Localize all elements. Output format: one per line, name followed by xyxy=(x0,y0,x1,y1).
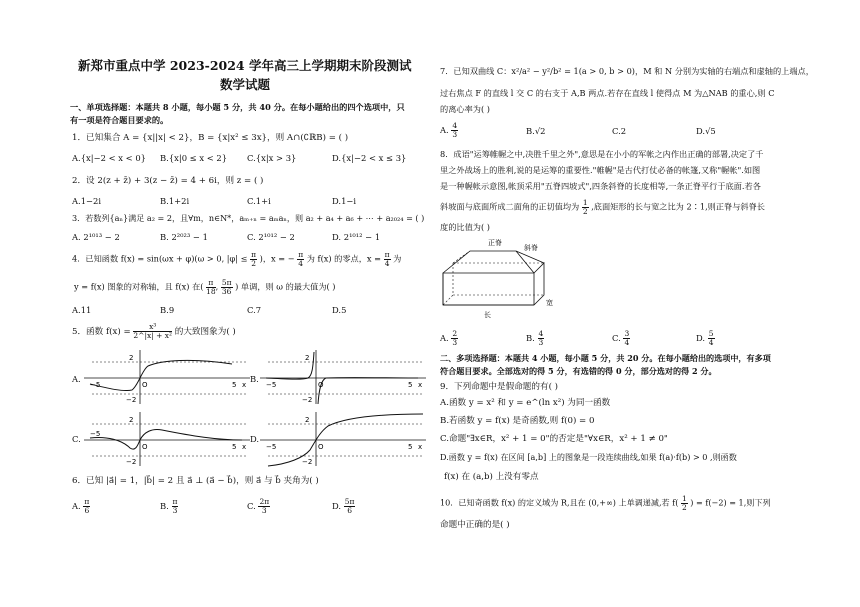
q7-option-a: A. $\frac{4}{3}$ xyxy=(440,121,458,139)
q7-option-b: B.√2 xyxy=(526,126,546,136)
q2-stem: 2．设 2(z + z̄) + 3(z − z̄) = 4 + 6i，则 z = ( ) xyxy=(72,176,264,186)
q4-stem: 4．已知函数 f(x) = sin(ωx + φ)(ω > 0, |φ| ≤ $\frac{\pi}{2}$ )，x = − $\frac{\pi}{4}$ 为 f(x) 的零点，x = $\frac{\pi}{4}$ 为 xyxy=(72,250,402,268)
q7-option-c: C.2 xyxy=(612,126,627,136)
q5-graph-a xyxy=(82,348,252,406)
svg-text:x: x xyxy=(242,381,247,389)
svg-text:5: 5 xyxy=(408,443,413,451)
q8-option-d: D. $\frac{5}{4}$ xyxy=(696,329,714,347)
svg-text:2: 2 xyxy=(305,416,310,424)
q5-graph-b xyxy=(258,348,428,406)
svg-text:−5: −5 xyxy=(90,430,101,438)
svg-text:5: 5 xyxy=(232,381,237,389)
q9-option-a: A.函数 y = x² 和 y = e^(ln x²) 为同一函数 xyxy=(440,398,611,408)
svg-text:−2: −2 xyxy=(126,458,137,466)
svg-text:−5: −5 xyxy=(266,443,277,451)
q3-option-c: C. 2¹⁰¹² − 2 xyxy=(247,232,295,242)
section2-heading-cont: 符合题目要求。全部选对的得 5 分，有选错的得 0 分，部分选对的得 2 分。 xyxy=(440,366,717,376)
tent-label-slant: 斜脊 xyxy=(524,244,538,252)
svg-text:−2: −2 xyxy=(302,396,313,404)
svg-text:−2: −2 xyxy=(302,458,313,466)
q6-stem: 6．已知 |a⃗| = 1，|b⃗| = 2 且 a⃗ ⊥ (a⃗ − b⃗)，则 a⃗ 与 b⃗ 夹角为( ) xyxy=(72,476,319,486)
q4-option-d: D.5 xyxy=(332,305,347,315)
svg-text:x: x xyxy=(418,381,423,389)
q5-label-c: C. xyxy=(72,434,81,444)
svg-text:O: O xyxy=(318,381,324,389)
q7-option-d: D.√5 xyxy=(696,126,716,136)
q3-option-a: A. 2¹⁰¹³ − 2 xyxy=(72,232,120,242)
q4-frac-pi-over-4b: $\frac{\pi}{4}$ xyxy=(384,250,390,268)
q3-option-d: D. 2¹⁰¹² − 1 xyxy=(332,232,381,242)
tent-figure xyxy=(440,233,570,323)
svg-text:−5: −5 xyxy=(266,381,277,389)
q5-label-d: D. xyxy=(250,434,260,444)
q5-fraction: $\frac{\text{x³}}{\text{2\textasciicircum{}|x| + x²}}$ xyxy=(133,322,173,340)
q4-option-a: A.11 xyxy=(72,305,92,315)
svg-text:2: 2 xyxy=(305,354,310,362)
q8-line2: 里之外战场上的胜利,说的是运筹的重要性."帷幄"是古代打仗必备的帐篷,又称"幄帐".如图 xyxy=(440,165,761,175)
q4-frac-pi-over-4: $\frac{\pi}{4}$ xyxy=(298,250,304,268)
q7-line3: 的离心率为( ) xyxy=(440,104,490,114)
q4-line2: y = f(x) 图象的对称轴，且 f(x) 在( $\frac{\pi}{18}$ , $\frac{5\pi}{36}$ ) 单调，则 ω 的最大值为( ) xyxy=(74,278,336,296)
q6-option-b: B. $\frac{\pi}{3}$ xyxy=(160,497,178,515)
q3-option-b: B. 2²⁰²³ − 1 xyxy=(160,232,208,242)
q1-option-c: C.{x|x > 3} xyxy=(247,153,297,163)
q9-option-d-cont: f(x) 在 (a,b) 上没有零点 xyxy=(444,472,539,482)
paper-title: 新郑市重点中学 2023-2024 学年高三上学期期末阶段测试 xyxy=(78,58,412,73)
q5-label-a: A. xyxy=(72,374,81,384)
q9-option-b: B.若函数 y = f(x) 是奇函数,则 f(0) = 0 xyxy=(440,416,595,426)
tent-label-ridge: 正脊 xyxy=(488,239,502,247)
q9-stem: 9．下列命题中是假命题的有( ) xyxy=(440,382,559,392)
q8-line3: 是一种幄帐示意图,帐顶采用"五脊四坡式",四条斜脊的长度相等,一条正脊平行于底面.若各 xyxy=(440,181,761,191)
q8-line1: 8．成语"运筹帷幄之中,决胜千里之外",意思是在小小的军帐之内作出正确的部署,决定了千 xyxy=(440,149,764,159)
q6-option-d: D. $\frac{5\pi}{6}$ xyxy=(332,497,355,515)
q5-graph-d xyxy=(258,410,428,468)
q4-frac-pi-18: $\frac{\pi}{18}$ xyxy=(206,278,216,296)
q8-line4: 斜坡面与底面所成二面角的正切值均为 $\frac{1}{2}$ ,底面矩形的长与宽之比为 2∶1,则正脊与斜脊长 xyxy=(440,198,765,216)
q4-option-b: B.9 xyxy=(160,305,175,315)
q6-option-c: C. $\frac{2\pi}{3}$ xyxy=(247,497,270,515)
q6-option-a: A. $\frac{\pi}{6}$ xyxy=(72,497,90,515)
q2-option-a: A.1−2i xyxy=(72,196,102,206)
tent-label-width: 宽 xyxy=(546,299,553,307)
q9-option-d: D.函数 y = f(x) 在区间 [a,b] 上的图象是一段连续曲线,如果 f(a)·f(b) > 0 ,则函数 xyxy=(440,452,737,462)
q1-option-d: D.{x|−2 < x ≤ 3} xyxy=(332,153,407,163)
svg-text:x: x xyxy=(418,443,423,451)
q8-option-a: A. $\frac{2}{3}$ xyxy=(440,329,458,347)
q10-line2: 命题中正确的是( ) xyxy=(440,520,510,530)
q4-option-c: C.7 xyxy=(247,305,262,315)
q2-option-d: D.1−i xyxy=(332,196,357,206)
q8-line5: 度的比值为( ) xyxy=(440,222,490,232)
q7-line1: 7．已知双曲线 C：x²/a² − y²/b² = 1(a > 0, b > 0)，M 和 N 分别为实轴的右端点和虚轴的上端点， xyxy=(440,66,814,76)
svg-text:O: O xyxy=(142,443,148,451)
q10-line1: 10．已知奇函数 f(x) 的定义域为 R,且在 (0,+∞) 上单调递减,若 f( $\frac{1}{2}$ ) = f(−2) = 1,则下列 xyxy=(440,494,771,512)
svg-text:5: 5 xyxy=(408,381,413,389)
svg-text:O: O xyxy=(142,381,148,389)
q5-graph-c xyxy=(82,410,252,468)
q1-option-a: A.{x|−2 < x < 0} xyxy=(72,153,146,163)
q3-stem: 3．若数列{aₙ}满足 a₂ = 2，且∀m，n∈N*，aₘ₊ₙ = aₘaₙ，则 a₂ + a₄ + a₆ + ⋯ + a₂₀₂₄ = ( ) xyxy=(72,213,425,223)
svg-text:−5: −5 xyxy=(90,381,101,389)
section1-heading: 一、单项选择题：本题共 8 小题，每小题 5 分，共 40 分。在每小题给出的四个选项中，只 xyxy=(70,102,405,112)
q8-option-c: C. $\frac{3}{4}$ xyxy=(612,329,630,347)
q4-frac-5pi-36: $\frac{5\pi}{36}$ xyxy=(221,278,232,296)
svg-text:O: O xyxy=(318,443,324,451)
paper-subtitle: 数学试题 xyxy=(220,77,271,92)
q5-stem: 5．函数 f(x) = $\frac{\text{x³}}{\text{2\textasciicircum{}|x| + x²}}$ 的大致图象为( ) xyxy=(72,322,236,340)
q2-option-c: C.1+i xyxy=(247,196,271,206)
svg-text:5: 5 xyxy=(232,443,237,451)
section2-heading: 二、多项选择题：本题共 4 小题，每小题 5 分，共 20 分。在每小题给出的选项中，有多项 xyxy=(440,353,771,363)
svg-text:x: x xyxy=(242,443,247,451)
q9-option-c: C.命题"∃x∈R，x² + 1 = 0"的否定是"∀x∈R，x² + 1 ≠ 0" xyxy=(440,434,668,444)
q1-option-b: B.{x|0 ≤ x < 2} xyxy=(160,153,228,163)
q1-stem: 1．已知集合 A = {x||x| < 2}，B = {x|x² ≤ 3x}，则 A∩(∁ℝB) = ( ) xyxy=(72,133,349,143)
q4-frac-pi-over-2: $\frac{\pi}{2}$ xyxy=(251,250,257,268)
svg-text:2: 2 xyxy=(129,354,134,362)
q8-option-b: B. $\frac{4}{3}$ xyxy=(526,329,544,347)
svg-text:−2: −2 xyxy=(126,396,137,404)
q5-label-b: B. xyxy=(250,374,259,384)
tent-label-length: 长 xyxy=(484,311,491,319)
q7-line2: 过右焦点 F 的直线 l 交 C 的右支于 A,B 两点.若存在直线 l 使得点 M 为△NAB 的重心,则 C xyxy=(440,88,775,98)
section1-heading-cont: 有一项是符合题目要求的。 xyxy=(70,115,169,125)
q2-option-b: B.1+2i xyxy=(160,196,190,206)
svg-text:2: 2 xyxy=(129,416,134,424)
